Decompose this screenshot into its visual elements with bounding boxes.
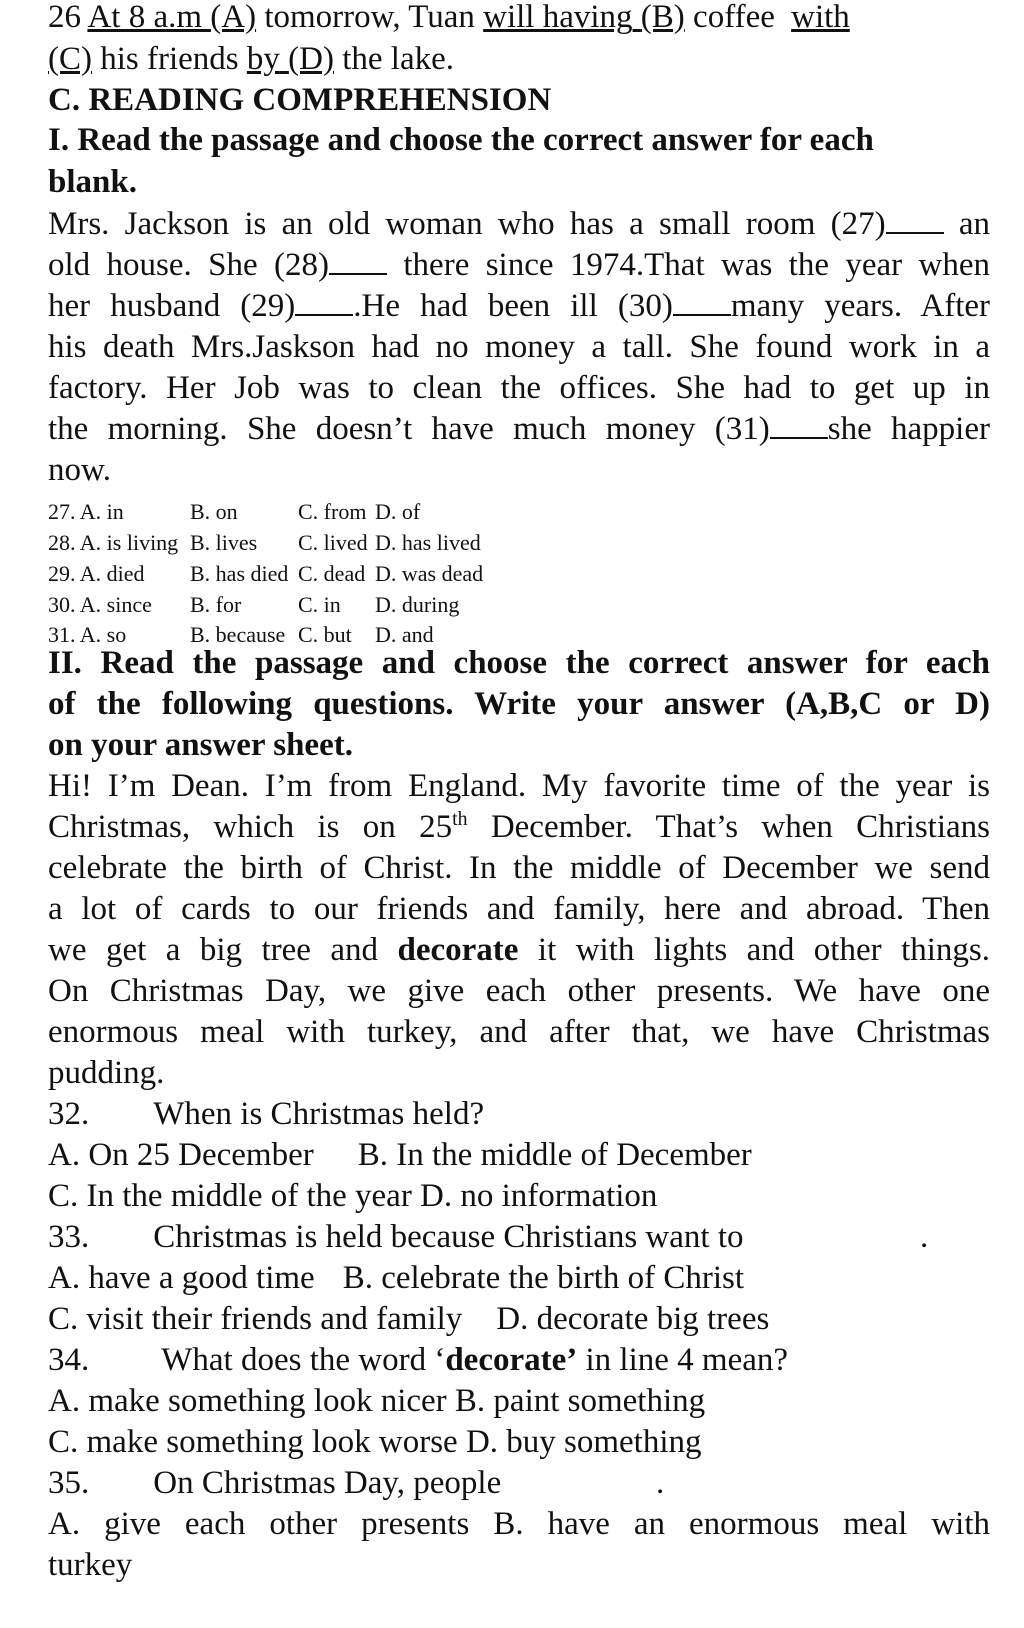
option-a: 30. A. since: [48, 592, 152, 617]
part1-passage-line-2: old house. She (28) there since 1974.That was the year when: [48, 247, 990, 283]
part1-heading-line-1: I. Read the passage and choose the correct answer for each: [48, 122, 874, 158]
question-33-options-row-1: [48, 1257, 990, 1299]
question-34-stem: 34. What does the word ‘decorate’ in line 4 mean?: [48, 1342, 789, 1378]
option-b: B. for: [190, 592, 242, 617]
option-a: A. On 25 December: [48, 1137, 314, 1173]
question-32-stem: 32. When is Christmas held?: [48, 1096, 485, 1132]
option-d: D. decorate big trees: [496, 1301, 770, 1337]
blank-29: [295, 288, 353, 316]
part2-heading-line-2: of the following questions. Write your answer (A,B,C or D): [48, 686, 990, 722]
option-b: B. because: [190, 622, 286, 647]
option-b: B. In the middle of December: [357, 1137, 752, 1173]
question-32-options-row-2: C. In the middle of the year D. no information: [48, 1178, 658, 1214]
option-d: D. was dead: [375, 561, 484, 586]
option-b: B. on: [190, 499, 238, 524]
part1-passage-line-4: his death Mrs.Jaskson had no money a tall. She found work in a: [48, 329, 990, 365]
part1-passage-line-6: the morning. She doesn’t have much money (31) she happier: [48, 411, 990, 447]
option-d: D. has lived: [375, 530, 481, 555]
question-26: [48, 0, 990, 38]
part2-heading-line-3: on your answer sheet.: [48, 727, 353, 763]
option-c: C. lived: [298, 530, 368, 555]
q26-text-1: tomorrow, Tuan: [264, 0, 475, 35]
question-34-options-row-1: A. make something look nicer B. paint something: [48, 1383, 706, 1419]
q26-number: 26: [48, 0, 81, 35]
option-c: C. but: [298, 622, 352, 647]
question-34-options-row-2: C. make something look worse D. buy something: [48, 1424, 702, 1460]
blank-mark: .: [656, 1465, 665, 1501]
option-d: D. and: [375, 622, 434, 647]
option-b: B. has died: [190, 561, 289, 586]
question-35-options-row-2: turkey: [48, 1547, 133, 1583]
part1-passage-line-5: factory. Her Job was to clean the offices. She had to get up in: [48, 370, 990, 406]
blank-28: [329, 247, 387, 275]
part2-passage-line-7: enormous meal with turkey, and after that, we have Christmas: [48, 1014, 990, 1050]
question-35-stem: 35. On Christmas Day, people .: [48, 1462, 990, 1504]
part2-passage-line-4: a lot of cards to our friends and family, here and abroad. Then: [48, 891, 990, 927]
option-d: D. of: [375, 499, 421, 524]
q26-option-b: will having (B): [483, 0, 685, 35]
q26-text-4: the lake.: [342, 41, 454, 77]
question-26-line-2: [48, 38, 990, 80]
part2-passage-line-5: we get a big tree and decorate it with lights and other things.: [48, 932, 990, 968]
question-35-options-row-1: A. give each other presents B. have an enormous meal with: [48, 1506, 990, 1542]
option-a: A. have a good time: [48, 1260, 315, 1296]
option-c: C. dead: [298, 561, 366, 586]
question-33-stem: 33. Christmas is held because Christians want to .: [48, 1216, 990, 1258]
part2-passage-line-1: Hi! I’m Dean. I’m from England. My favorite time of the year is: [48, 768, 990, 804]
blank-31: [770, 411, 828, 439]
option-c: C. visit their friends and family: [48, 1301, 463, 1337]
option-a: 31. A. so: [48, 622, 127, 647]
part2-passage-line-3: celebrate the birth of Christ. In the middle of December we send: [48, 850, 990, 886]
part1-passage-line-3: her husband (29) .He had been ill (30) many years. After: [48, 288, 991, 324]
section-c-title: C. READING COMPREHENSION: [48, 82, 552, 118]
part1-heading-line-2: blank.: [48, 164, 137, 200]
part2-passage-line-6: On Christmas Day, we give each other presents. We have one: [48, 973, 990, 1009]
part2-heading-line-1: II. Read the passage and choose the correct answer for each: [48, 645, 990, 681]
q26-text-3: his friends: [100, 41, 239, 77]
part2-passage-line-2: Christmas, which is on 25th December. That’s when Christians: [48, 808, 991, 845]
option-a: 28. A. is living: [48, 530, 179, 555]
q26-text-2: coffee: [693, 0, 775, 35]
part1-passage-line-7: now.: [48, 452, 111, 488]
q26-option-c-mark: (C): [48, 41, 92, 77]
q26-option-d: by (D): [246, 41, 334, 77]
part1-passage-line-1: Mrs. Jackson is an old woman who has a small room (27) an: [48, 206, 991, 242]
option-c: C. from: [298, 499, 367, 524]
option-b: B. celebrate the birth of Christ: [342, 1260, 745, 1296]
blank-27: [886, 206, 944, 234]
question-32-options-row-1: [48, 1134, 990, 1176]
option-a: 29. A. died: [48, 561, 145, 586]
option-b: B. lives: [190, 530, 258, 555]
option-d: D. during: [375, 592, 460, 617]
blank-mark: .: [920, 1219, 929, 1255]
q26-option-c-text: with: [791, 0, 850, 35]
question-33-options-row-2: [48, 1298, 990, 1340]
q26-option-a: At 8 a.m (A): [87, 0, 257, 35]
part2-passage-line-8: pudding.: [48, 1055, 165, 1091]
option-a: 27. A. in: [48, 499, 124, 524]
option-c: C. in: [298, 592, 341, 617]
blank-30: [673, 288, 731, 316]
